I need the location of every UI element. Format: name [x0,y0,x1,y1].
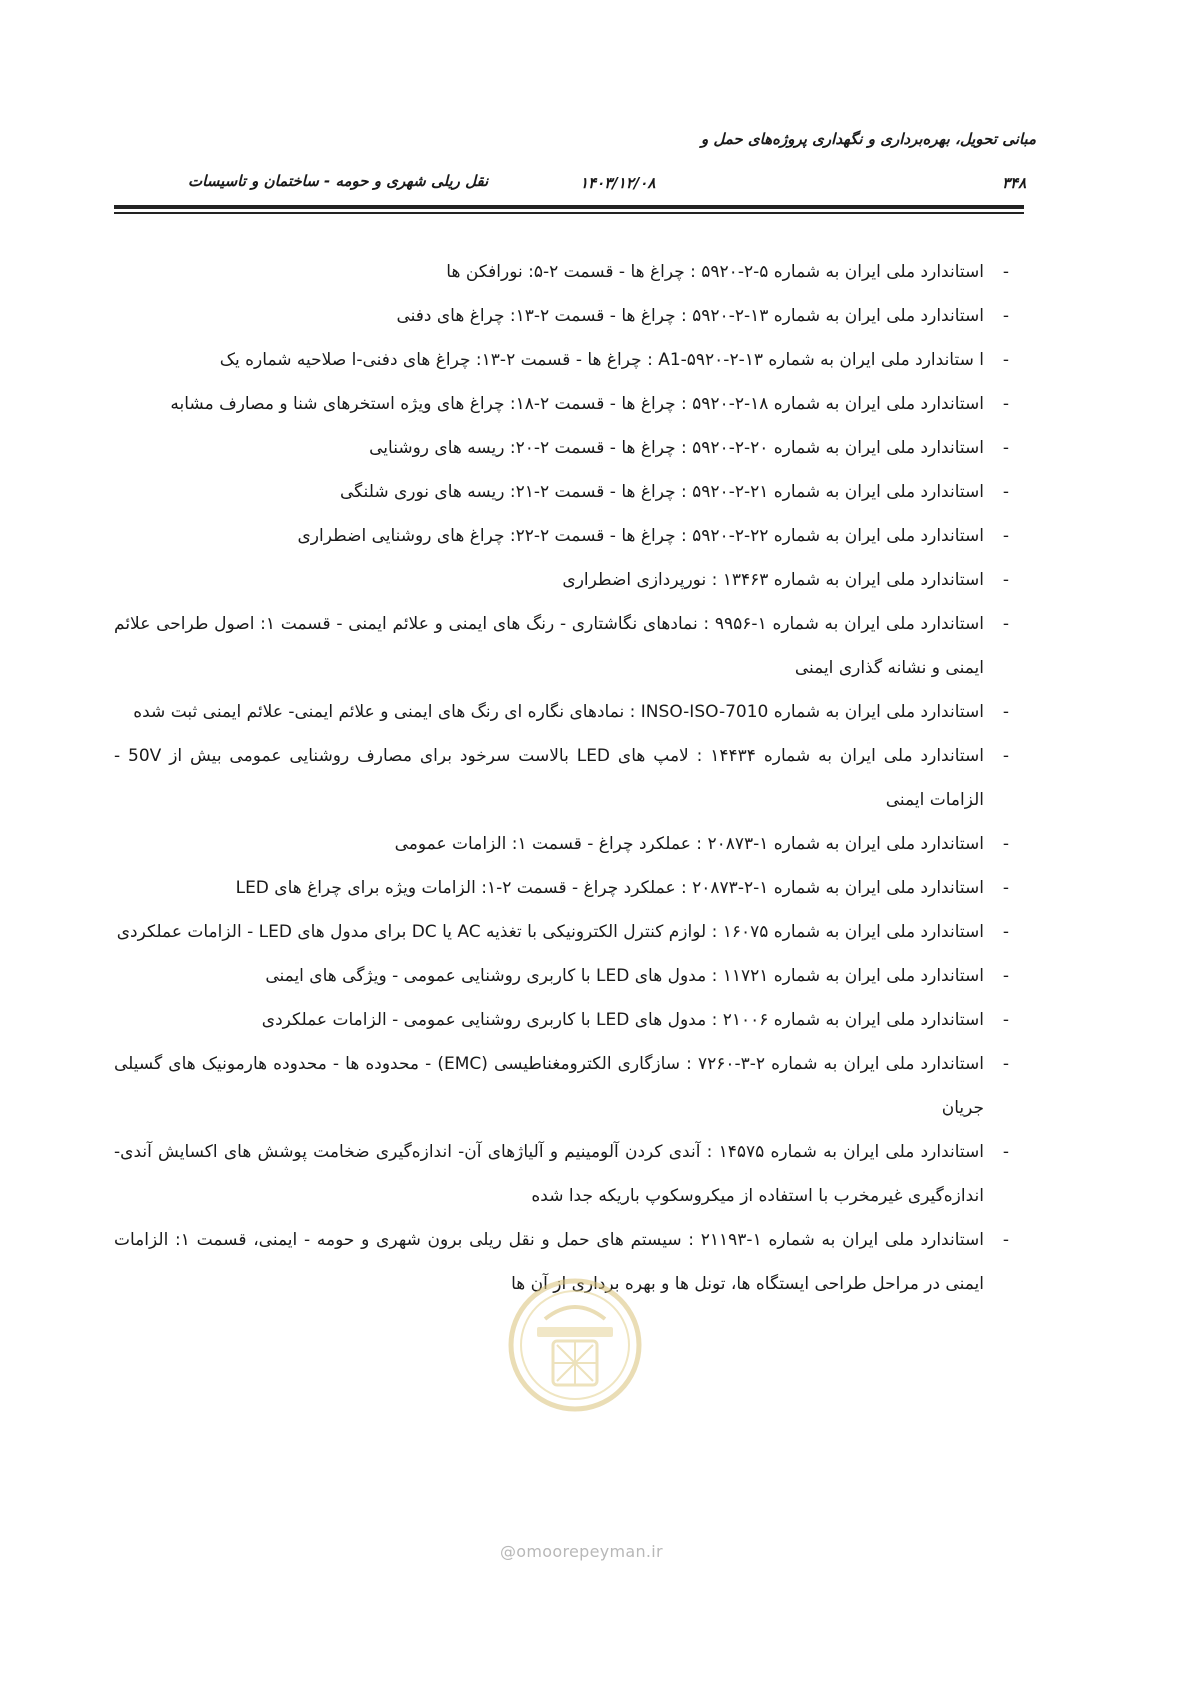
bullet-dash: - [1002,570,1010,590]
list-item-text: استاندارد ملی ایران به شماره ۲۰-۲-۵۹۲۰ : چراغ ها - قسمت ۲-۲۰: ریسه های روشنایی [369,438,984,458]
list-item-text: استاندارد ملی ایران به شماره ۲-۳-۷۲۶۰ : سازگاری الکترومغناطیسی (EMC) - محدوده ها - محدوده هارمونیک های گسیلی جریان [114,1054,984,1118]
list-item [114,250,1024,294]
bullet-dash: - [1002,746,1010,766]
watermark-site: @omoorepeyman.ir [500,1542,663,1561]
list-item [114,426,1024,470]
list-item [114,338,1024,382]
list-item [114,514,1024,558]
list-item [114,470,1024,514]
bullet-dash: - [1002,702,1010,722]
bullet-dash: - [1002,306,1010,326]
list-item-text: ا ستاندارد ملی ایران به شماره A1-۵۹۲۰-۲-۱۳ : چراغ ها - قسمت ۲-۱۳: چراغ های دفنی-ا صلاحیه شماره یک [219,350,984,370]
list-item-text: استاندارد ملی ایران به شماره ۱۳-۲-۵۹۲۰ : چراغ ها - قسمت ۲-۱۳: چراغ های دفنی [396,306,984,326]
bullet-dash: - [1002,438,1010,458]
bullet-dash: - [1002,1010,1010,1030]
list-item-text: استاندارد ملی ایران به شماره INSO-ISO-7010 : نمادهای نگاره ای رنگ های ایمنی و علائم ایمنی- علائم ایمنی ثبت شده [133,702,984,722]
bullet-dash: - [1002,878,1010,898]
list-item [114,866,1024,910]
list-item [114,294,1024,338]
list-item [114,1130,1024,1218]
list-item-text: استاندارد ملی ایران به شماره ۱-۹۹۵۶ : نمادهای نگاشتاری - رنگ های ایمنی و علائم ایمنی - قسمت ۱: اصول طراحی علائم ایمنی و نشانه گذاری ایمنی [114,614,984,678]
bullet-dash: - [1002,1142,1010,1162]
list-item-text: استاندارد ملی ایران به شماره ۱۱۷۲۱ : مدول های LED با کاربری روشنایی عمومی - ویژگی های ایمنی [265,966,984,986]
standards-list [114,250,1024,1306]
list-item [114,382,1024,426]
list-item [114,602,1024,690]
list-item-text: استاندارد ملی ایران به شماره ۱-۲۱۱۹۳ : سیستم های حمل و نقل ریلی برون شهری و حومه - ایمنی، قسمت ۱: الزامات ایمنی در مراحل طراحی ایستگاه ها، تونل ها و بهره برداری از آن ها [114,1230,984,1294]
bullet-dash: - [1002,1230,1010,1250]
list-item [114,998,1024,1042]
list-item [114,734,1024,822]
bullet-dash: - [1002,394,1010,414]
header-title-line2: نقل ریلی شهری و حومه - ساختمان و تاسیسات [188,172,489,190]
list-item-text: استاندارد ملی ایران به شماره ۱۶۰۷۵ : لوازم کنترل الکترونیکی با تغذیه AC یا DC برای مدول های LED - الزامات عملکردی [116,922,984,942]
list-item [114,558,1024,602]
list-item-text: استاندارد ملی ایران به شماره ۱۴۴۳۴ : لامپ های LED بالاست سرخود برای مصارف روشنایی عمومی بیش از 50V - الزامات ایمنی [114,746,984,810]
list-item [114,690,1024,734]
list-item-text: استاندارد ملی ایران به شماره ۱-۲۰۸۷۳ : عملکرد چراغ - قسمت ۱: الزامات عمومی [394,834,984,854]
list-item-text: استاندارد ملی ایران به شماره ۵-۲-۵۹۲۰ : چراغ ها - قسمت ۲-۵: نورافکن ها [446,262,984,282]
bullet-dash: - [1002,482,1010,502]
list-item-text: استاندارد ملی ایران به شماره ۲۱-۲-۵۹۲۰ : چراغ ها - قسمت ۲-۲۱: ریسه های نوری شلنگی [340,482,984,502]
bullet-dash: - [1002,614,1010,634]
bullet-dash: - [1002,526,1010,546]
header-date: ۱۴۰۳/۱۲/۰۸ [580,174,656,192]
list-item-text: استاندارد ملی ایران به شماره ۲۱۰۰۶ : مدول های LED با کاربری روشنایی عمومی - الزامات عملکردی [261,1010,984,1030]
page-number: ۳۴۸ [1002,174,1027,192]
bullet-dash: - [1002,834,1010,854]
list-item [114,1042,1024,1130]
list-item-text: استاندارد ملی ایران به شماره ۲۲-۲-۵۹۲۰ : چراغ ها - قسمت ۲-۲۲: چراغ های روشنایی اضطراری [297,526,984,546]
list-item [114,822,1024,866]
bullet-dash: - [1002,922,1010,942]
list-item-text: استاندارد ملی ایران به شماره ۱۴۵۷۵ : آندی کردن آلومینیم و آلیاژهای آن- اندازه‌گیری ضخامت پوشش های اکسایش آندی- اندازه‌گیری غیرمخرب با استفاده از میکروسکوپ باریکه جدا شده [114,1142,984,1206]
list-item [114,954,1024,998]
bullet-dash: - [1002,350,1010,370]
bullet-dash: - [1002,262,1010,282]
bullet-dash: - [1002,966,1010,986]
list-item-text: استاندارد ملی ایران به شماره ۱۳۴۶۳ : نورپردازی اضطراری [562,570,984,590]
list-item-text: استاندارد ملی ایران به شماره ۱۸-۲-۵۹۲۰ : چراغ ها - قسمت ۲-۱۸: چراغ های ویژه استخرهای شنا و مصارف مشابه [170,394,984,414]
header-rule-thin [114,212,1024,214]
header-rule-thick [114,205,1024,209]
bullet-dash: - [1002,1054,1010,1074]
list-item-text: استاندارد ملی ایران به شماره ۱-۲-۲۰۸۷۳ : عملکرد چراغ - قسمت ۲-۱: الزامات ویژه برای چراغ های LED [235,878,984,898]
list-item [114,910,1024,954]
header-title-line1: مبانی تحویل، بهره‌برداری و نگهداری پروژه‌های حمل و [700,130,1036,148]
watermark-seal-icon [505,1275,645,1415]
